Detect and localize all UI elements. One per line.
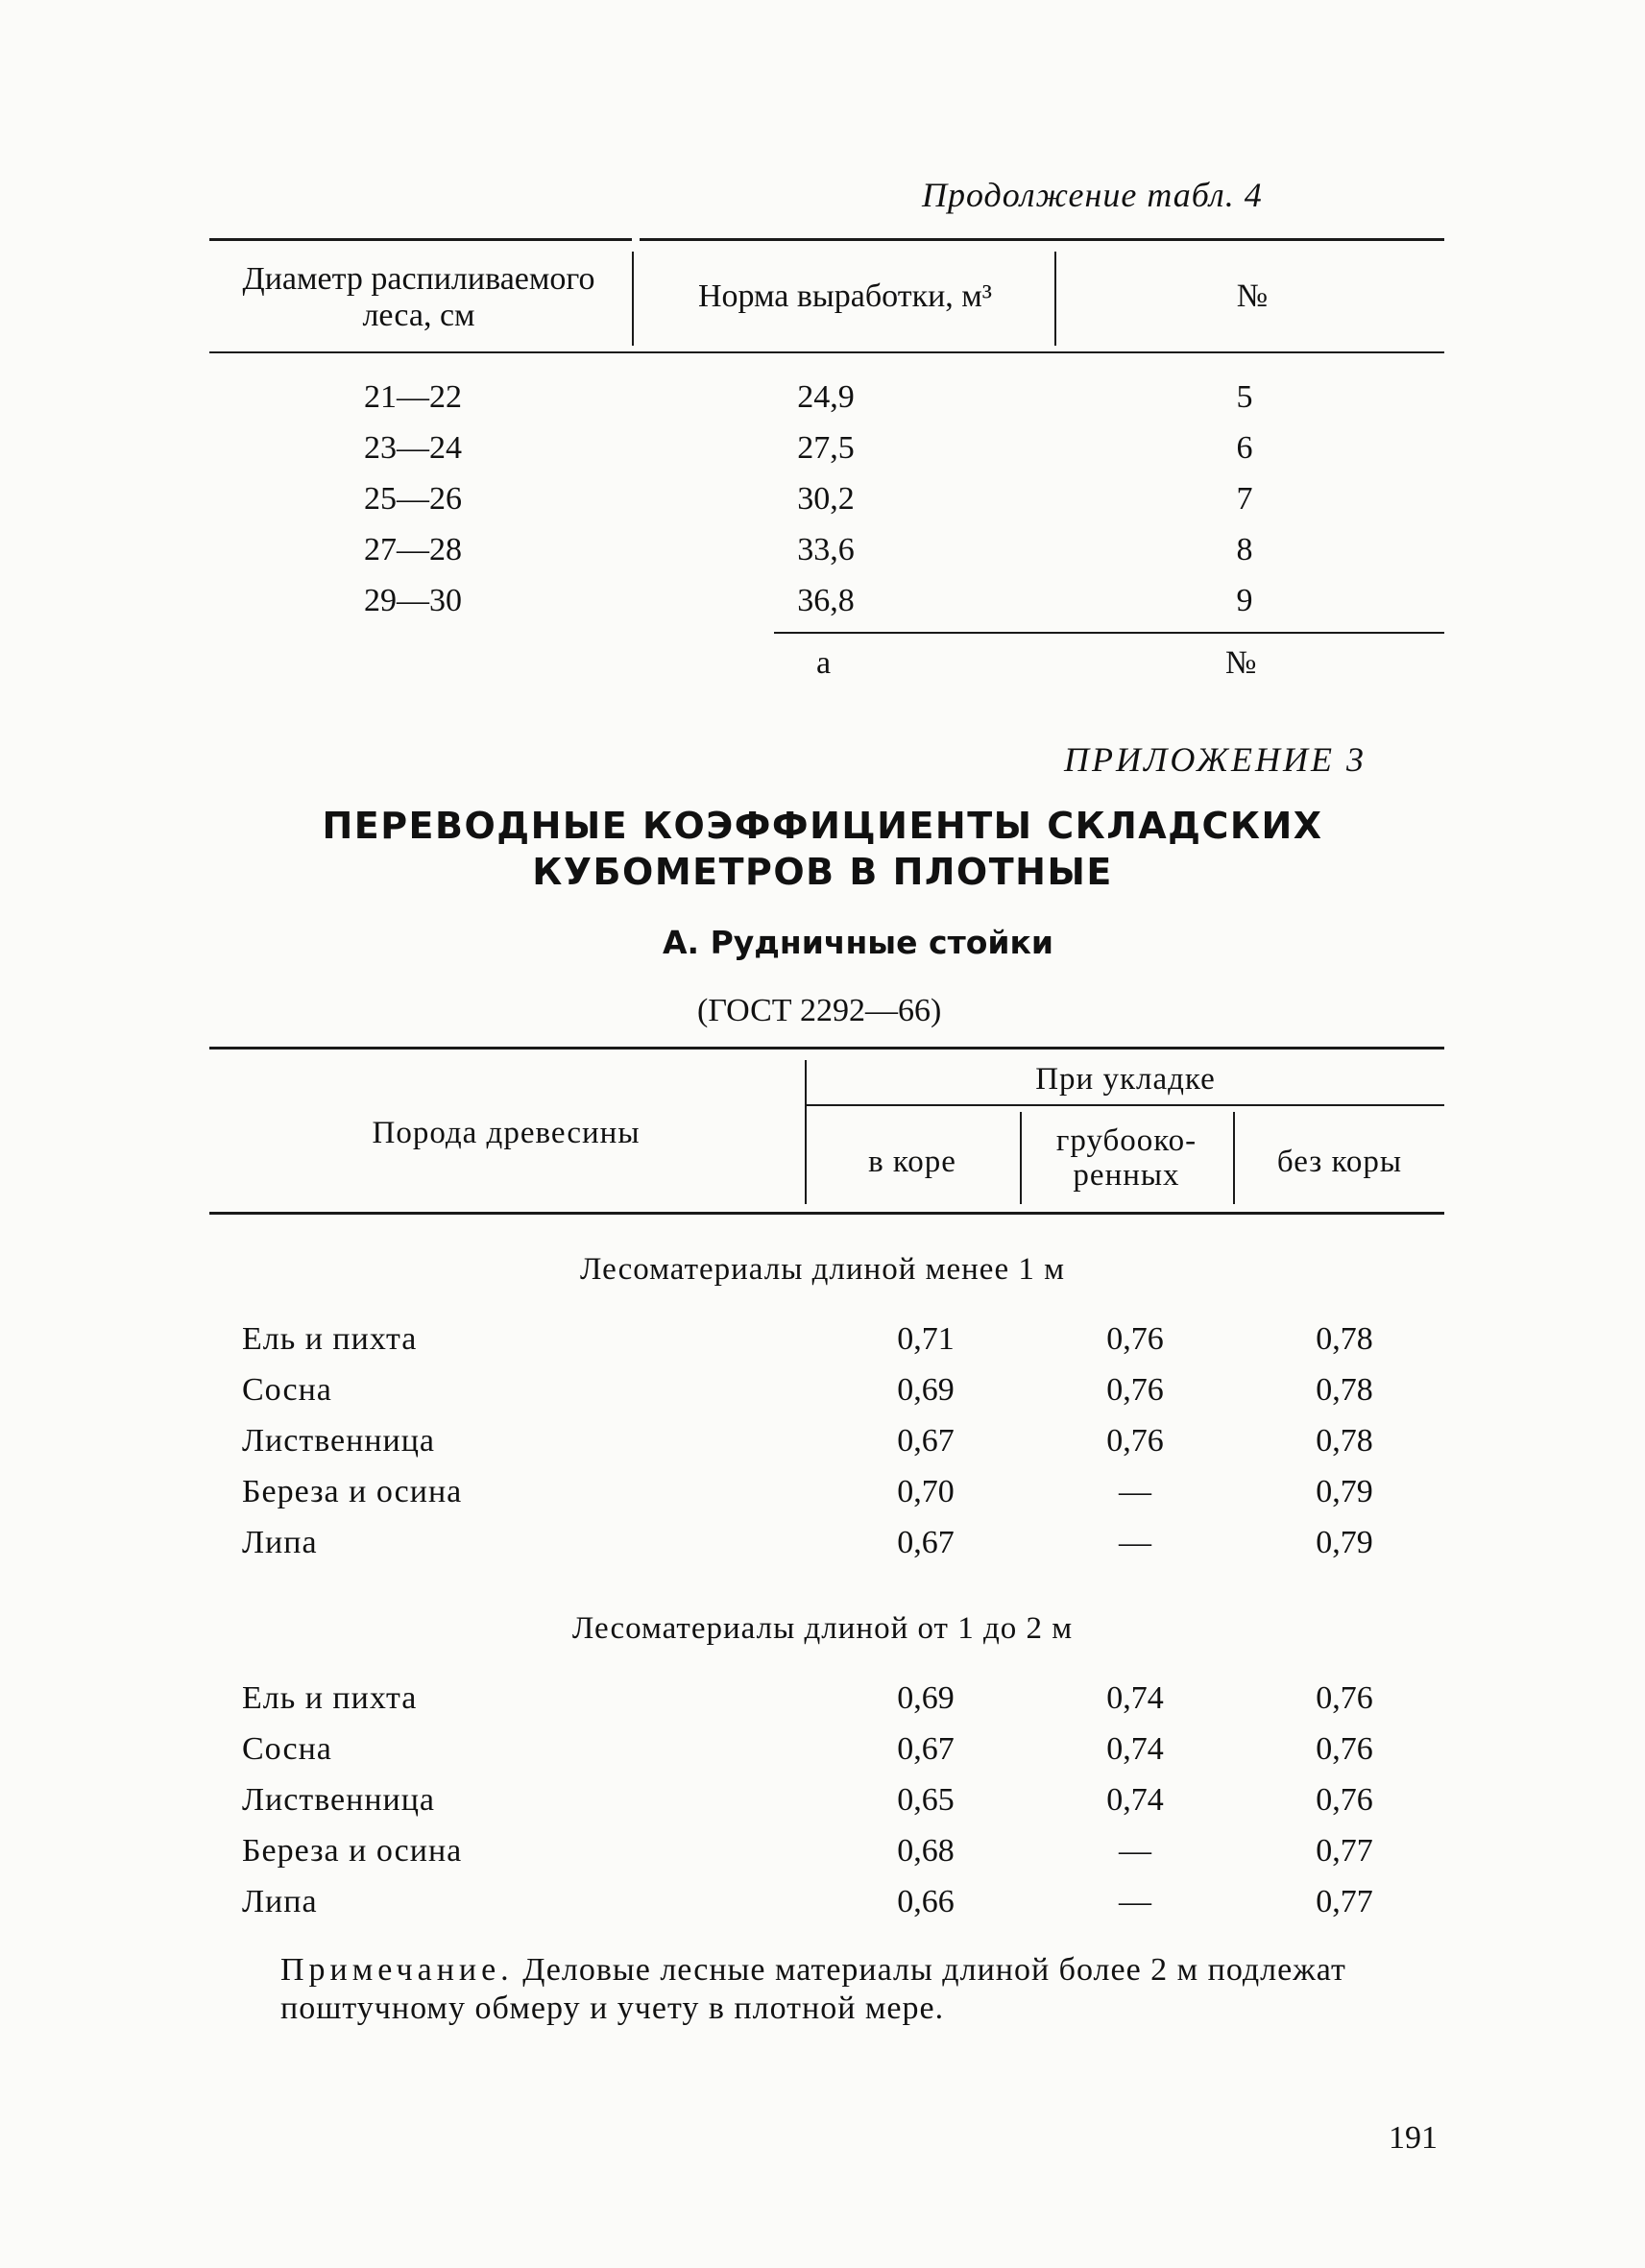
table1-header-norm: Норма выработки, м³ bbox=[697, 278, 993, 314]
table1-footer-no: № bbox=[1225, 645, 1257, 681]
rough-cell: 0,76 bbox=[1106, 1321, 1164, 1357]
rough-cell: 0,74 bbox=[1106, 1782, 1164, 1818]
nobark-cell: 0,77 bbox=[1316, 1833, 1373, 1869]
table2-section-title: Лесоматериалы длиной менее 1 м bbox=[579, 1252, 1065, 1287]
no-cell: 5 bbox=[1236, 379, 1253, 415]
bark-cell: 0,69 bbox=[897, 1680, 955, 1716]
no-cell: 8 bbox=[1236, 532, 1253, 567]
rough-cell: 0,74 bbox=[1106, 1680, 1164, 1716]
continuation-label: Продолжение табл. 4 bbox=[922, 176, 1263, 214]
table2-top-rule bbox=[209, 1047, 1444, 1050]
footnote-label: Примечание. bbox=[280, 1952, 514, 1988]
table2-header-rough: грубооко-ренных bbox=[1055, 1123, 1197, 1193]
rough-cell: 0,76 bbox=[1106, 1372, 1164, 1408]
bark-cell: 0,68 bbox=[897, 1833, 955, 1869]
nobark-cell: 0,78 bbox=[1316, 1423, 1373, 1459]
nobark-cell: 0,77 bbox=[1316, 1884, 1373, 1919]
table1-header-diameter: Диаметр распиливаемого леса, см bbox=[242, 261, 595, 333]
diameter-cell: 29—30 bbox=[364, 583, 462, 618]
nobark-cell: 0,76 bbox=[1316, 1680, 1373, 1716]
diameter-cell: 23—24 bbox=[364, 430, 462, 466]
bark-cell: 0,67 bbox=[897, 1525, 955, 1560]
norm-cell: 33,6 bbox=[797, 532, 855, 567]
table1-divider-1 bbox=[632, 252, 634, 346]
species-cell: Липа bbox=[242, 1884, 318, 1919]
species-cell: Ель и пихта bbox=[242, 1321, 418, 1357]
table1-footer-a: а bbox=[816, 645, 832, 681]
species-cell: Сосна bbox=[242, 1372, 332, 1408]
table1-top-rule-right bbox=[640, 238, 1444, 241]
no-cell: 6 bbox=[1236, 430, 1253, 466]
table1-header-no: № bbox=[1236, 278, 1269, 314]
rough-cell: — bbox=[1119, 1833, 1151, 1869]
appendix-label: ПРИЛОЖЕНИЕ 3 bbox=[1064, 740, 1367, 779]
bark-cell: 0,66 bbox=[897, 1884, 955, 1919]
species-cell: Лиственница bbox=[242, 1423, 436, 1459]
table2-header-nobark: без коры bbox=[1276, 1145, 1403, 1179]
table2-section-title: Лесоматериалы длиной от 1 до 2 м bbox=[571, 1611, 1074, 1646]
nobark-cell: 0,76 bbox=[1316, 1782, 1373, 1818]
species-cell: Береза и осина bbox=[242, 1833, 463, 1869]
nobark-cell: 0,76 bbox=[1316, 1731, 1373, 1767]
nobark-cell: 0,78 bbox=[1316, 1372, 1373, 1408]
no-cell: 9 bbox=[1236, 583, 1253, 618]
table1-header-rule bbox=[209, 351, 1444, 353]
page-number: 191 bbox=[1389, 2120, 1438, 2156]
norm-cell: 36,8 bbox=[797, 583, 855, 618]
table1-top-rule-left bbox=[209, 238, 632, 241]
nobark-cell: 0,79 bbox=[1316, 1525, 1373, 1560]
species-cell: Сосна bbox=[242, 1731, 332, 1767]
species-cell: Лиственница bbox=[242, 1782, 436, 1818]
norm-cell: 27,5 bbox=[797, 430, 855, 466]
bark-cell: 0,67 bbox=[897, 1423, 955, 1459]
table1-divider-2 bbox=[1054, 252, 1056, 346]
bark-cell: 0,65 bbox=[897, 1782, 955, 1818]
bark-cell: 0,70 bbox=[897, 1474, 955, 1509]
appendix-title-line2: КУБОМЕТРОВ В ПЛОТНЫЕ bbox=[532, 851, 1113, 893]
table2-header-species: Порода древесины bbox=[372, 1116, 641, 1150]
rough-cell: — bbox=[1119, 1474, 1151, 1509]
table2-header-stacking: При укладке bbox=[1035, 1062, 1216, 1097]
rough-cell: — bbox=[1119, 1525, 1151, 1560]
diameter-cell: 25—26 bbox=[364, 481, 462, 517]
bark-cell: 0,67 bbox=[897, 1731, 955, 1767]
appendix-title-line1: ПЕРЕВОДНЫЕ КОЭФФИЦИЕНТЫ СКЛАДСКИХ bbox=[322, 805, 1323, 847]
rough-cell: 0,74 bbox=[1106, 1731, 1164, 1767]
diameter-cell: 21—22 bbox=[364, 379, 462, 415]
rough-cell: — bbox=[1119, 1884, 1151, 1919]
table1-footer-rule bbox=[774, 632, 1444, 634]
nobark-cell: 0,78 bbox=[1316, 1321, 1373, 1357]
footnote-text: Деловые лесные материалы длиной более 2 м подлежат поштучному обмеру и учету в плотной мере. bbox=[280, 1952, 1346, 2026]
section-subtitle: А. Рудничные стойки bbox=[663, 924, 1054, 961]
diameter-cell: 27—28 bbox=[364, 532, 462, 567]
species-cell: Ель и пихта bbox=[242, 1680, 418, 1716]
norm-cell: 30,2 bbox=[797, 481, 855, 517]
table2-header-bark: в коре bbox=[868, 1145, 956, 1179]
table2-header-rule bbox=[209, 1212, 1444, 1215]
no-cell: 7 bbox=[1236, 481, 1253, 517]
species-cell: Береза и осина bbox=[242, 1474, 463, 1509]
nobark-cell: 0,79 bbox=[1316, 1474, 1373, 1509]
gost-reference: (ГОСТ 2292—66) bbox=[697, 993, 942, 1028]
bark-cell: 0,69 bbox=[897, 1372, 955, 1408]
rough-cell: 0,76 bbox=[1106, 1423, 1164, 1459]
norm-cell: 24,9 bbox=[797, 379, 855, 415]
footnote bbox=[280, 1951, 1452, 2028]
table2-subheader-rule bbox=[807, 1104, 1444, 1106]
species-cell: Липа bbox=[242, 1525, 318, 1560]
bark-cell: 0,71 bbox=[897, 1321, 955, 1357]
